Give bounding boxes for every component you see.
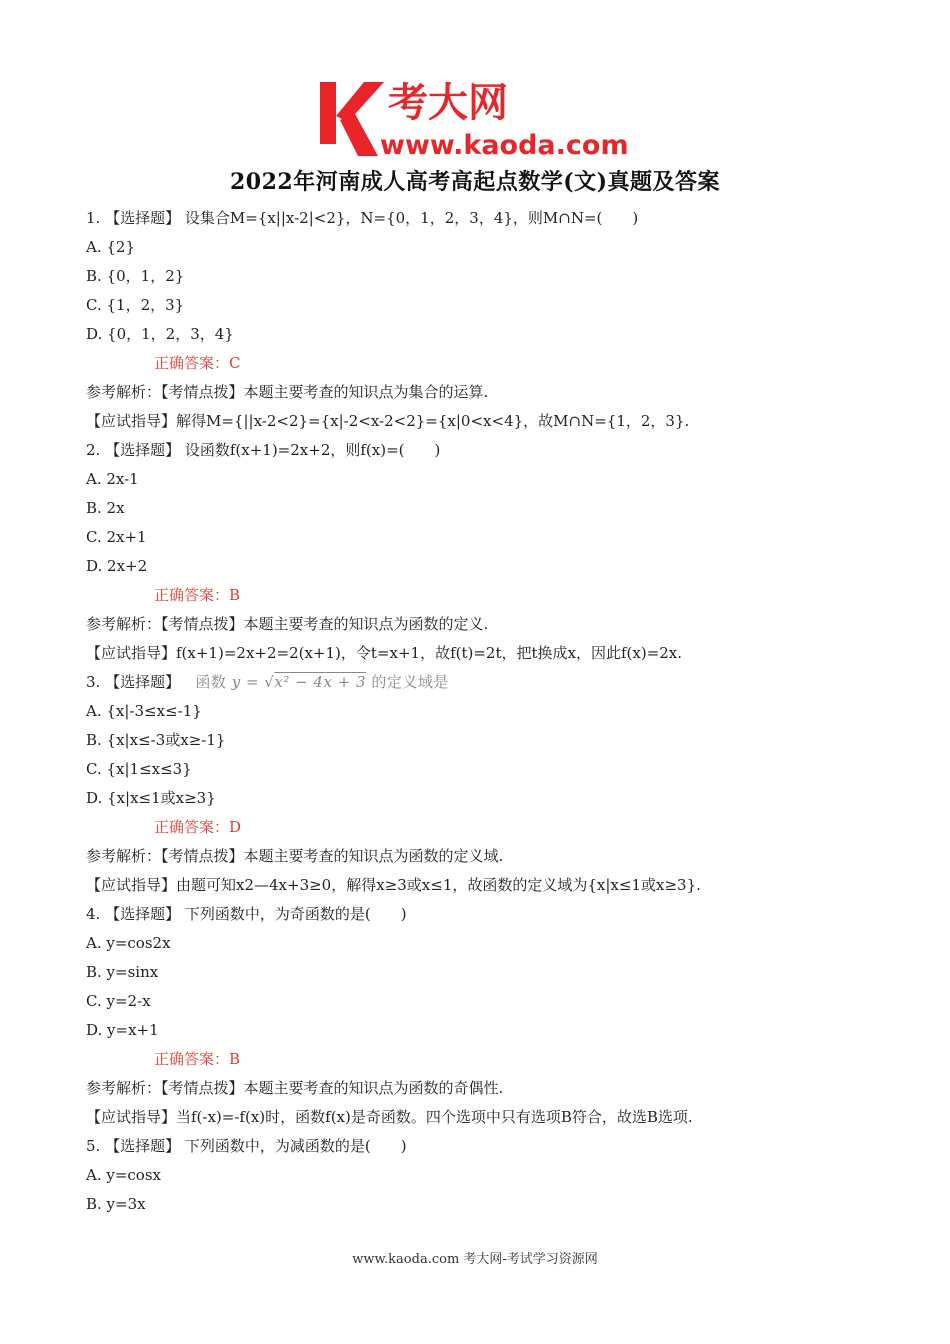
option-a: A. {x|-3≤x≤-1} [86, 702, 202, 720]
exam-guide: 【应试指导】解得M={||x-2<2}={x|-2<x-2<2}={x|0<x<4}，故M∩N={1，2，3}. [86, 412, 690, 430]
option-b: B. y=sinx [86, 963, 159, 981]
logo-cn-text: 考大网 [388, 80, 508, 126]
correct-answer: 正确答案：C [154, 354, 241, 372]
logo-k-mark [320, 82, 384, 156]
page-title: 2022年河南成人高考高起点数学(文)真题及答案 [229, 169, 721, 195]
correct-answer: 正确答案：B [154, 1050, 241, 1068]
option-c: C. y=2-x [86, 992, 151, 1010]
option-b: B. 2x [86, 499, 125, 517]
formula-image: 函数 y = √x² − 4x + 3 的定义域是 [195, 673, 449, 691]
option-b: B. {0，1，2} [86, 267, 185, 285]
exam-guide: 【应试指导】当f(-x)=-f(x)时，函数f(x)是奇函数。四个选项中只有选项B符合，故选B选项. [86, 1108, 693, 1126]
correct-answer: 正确答案：D [154, 818, 242, 836]
option-a: A. y=cos2x [86, 934, 171, 952]
option-c: C. {x|1≤x≤3} [86, 760, 192, 778]
option-d: D. {0，1，2，3，4} [86, 325, 234, 343]
option-c: C. 2x+1 [86, 528, 147, 546]
kaoda-logo [318, 72, 648, 162]
analysis: 参考解析：【考情点拨】本题主要考查的知识点为函数的奇偶性. [86, 1079, 504, 1097]
question-number-label: 3. 【选择题】 [86, 673, 181, 691]
option-d: D. 2x+2 [86, 557, 148, 575]
question-list [86, 204, 886, 1219]
question-stem: 2. 【选择题】 设函数f(x+1)=2x+2，则f(x)=( ) [86, 441, 441, 459]
exam-guide: 【应试指导】f(x+1)=2x+2=2(x+1)，令t=x+1，故f(t)=2t，把t换成x，因此f(x)=2x. [86, 644, 683, 662]
page-footer: www.kaoda.com 考大网-考试学习资源网 [352, 1252, 598, 1267]
question-stem [86, 668, 886, 697]
analysis: 参考解析：【考情点拨】本题主要考查的知识点为函数的定义. [86, 615, 489, 633]
analysis: 参考解析：【考情点拨】本题主要考查的知识点为函数的定义域. [86, 847, 504, 865]
logo-url-text: www.kaoda.com [380, 130, 629, 161]
option-a: A. {2} [86, 238, 135, 256]
option-a: A. y=cosx [86, 1166, 161, 1184]
option-a: A. 2x-1 [86, 470, 139, 488]
option-d: D. y=x+1 [86, 1021, 159, 1039]
option-d: D. {x|x≤1或x≥3} [86, 789, 216, 807]
question-stem: 1. 【选择题】 设集合M={x||x-2|<2}，N={0，1，2，3，4}，则M∩N=( ) [86, 209, 639, 227]
exam-guide: 【应试指导】由题可知x2—4x+3≥0，解得x≥3或x≤1，故函数的定义域为{x|x≤1或x≥3}. [86, 876, 701, 894]
option-b: B. {x|x≤-3或x≥-1} [86, 731, 226, 749]
question-stem: 5. 【选择题】 下列函数中，为减函数的是( ) [86, 1137, 407, 1155]
analysis: 参考解析：【考情点拨】本题主要考查的知识点为集合的运算. [86, 383, 489, 401]
option-c: C. {1，2，3} [86, 296, 185, 314]
option-b: B. y=3x [86, 1195, 146, 1213]
correct-answer: 正确答案：B [154, 586, 241, 604]
question-stem: 4. 【选择题】 下列函数中，为奇函数的是( ) [86, 905, 407, 923]
